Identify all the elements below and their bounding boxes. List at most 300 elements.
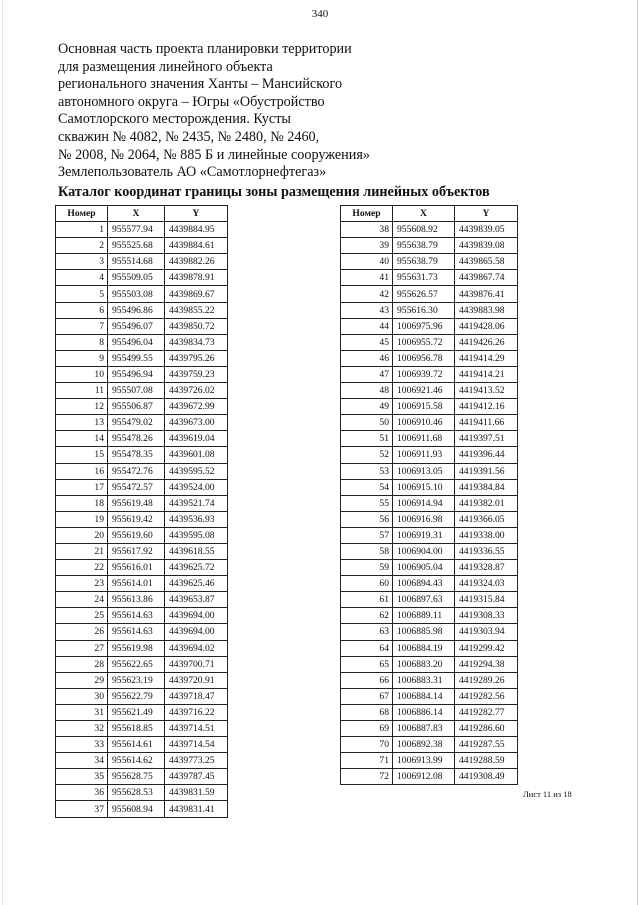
table-row [56,608,228,624]
x-coordinate-cell: 1006919.31 [393,527,455,543]
y-coordinate-cell: 4439831.41 [165,801,228,817]
table-row [341,576,518,592]
point-number-cell: 42 [341,286,393,302]
point-number-cell: 25 [56,608,108,624]
point-number-cell: 2 [56,238,108,254]
point-number-cell: 69 [341,721,393,737]
point-number-cell: 31 [56,704,108,720]
x-coordinate-cell: 955496.04 [108,334,165,350]
x-coordinate-cell: 955638.79 [393,254,455,270]
table-row [56,366,228,382]
point-number-cell: 27 [56,640,108,656]
x-coordinate-cell: 955608.92 [393,222,455,238]
x-coordinate-cell: 1006897.63 [393,592,455,608]
x-coordinate-cell: 1006910.46 [393,415,455,431]
x-coordinate-cell: 1006913.05 [393,463,455,479]
page-number: 340 [311,8,329,20]
point-number-cell: 14 [56,431,108,447]
table-row [341,543,518,559]
x-coordinate-cell: 955623.19 [108,672,165,688]
point-number-cell: 20 [56,527,108,543]
point-number-cell: 44 [341,318,393,334]
heading-line: регионального значения Ханты – Мансийского [58,76,343,93]
point-number-cell: 54 [341,479,393,495]
y-coordinate-cell: 4439625.46 [165,576,228,592]
y-coordinate-cell: 4439865.58 [455,254,518,270]
y-coordinate-cell: 4419294.38 [455,656,518,672]
point-number-cell: 55 [341,495,393,511]
y-coordinate-cell: 4439694.00 [165,608,228,624]
table-row [341,527,518,543]
point-number-cell: 6 [56,302,108,318]
table-header-row [56,206,228,222]
x-coordinate-cell: 1006894.43 [393,576,455,592]
table-row [56,447,228,463]
y-coordinate-cell: 4419286.60 [455,721,518,737]
table-row [341,399,518,415]
point-number-cell: 9 [56,350,108,366]
y-coordinate-cell: 4419338.00 [455,527,518,543]
point-number-cell: 35 [56,769,108,785]
table-row [341,238,518,254]
table-row [56,543,228,559]
table-row [341,334,518,350]
x-coordinate-cell: 955638.79 [393,238,455,254]
table-row [56,350,228,366]
x-coordinate-cell: 955616.01 [108,560,165,576]
point-number-cell: 26 [56,624,108,640]
x-coordinate-cell: 955618.85 [108,721,165,737]
table-row [56,527,228,543]
y-coordinate-cell: 4439839.08 [455,238,518,254]
point-number-cell: 21 [56,543,108,559]
point-number-cell: 70 [341,737,393,753]
point-number-cell: 33 [56,737,108,753]
point-number-cell: 16 [56,463,108,479]
column-header-y: Y [455,206,518,222]
point-number-cell: 53 [341,463,393,479]
x-coordinate-cell: 955496.07 [108,318,165,334]
table-row [56,704,228,720]
y-coordinate-cell: 4439673.00 [165,415,228,431]
table-row [56,302,228,318]
y-coordinate-cell: 4439524.00 [165,479,228,495]
x-coordinate-cell: 955507.08 [108,383,165,399]
y-coordinate-cell: 4419397.51 [455,431,518,447]
x-coordinate-cell: 955509.05 [108,270,165,286]
column-header-x: X [108,206,165,222]
x-coordinate-cell: 955626.57 [393,286,455,302]
x-coordinate-cell: 955613.86 [108,592,165,608]
y-coordinate-cell: 4439619.04 [165,431,228,447]
table-row [56,495,228,511]
point-number-cell: 12 [56,399,108,415]
table-row [341,447,518,463]
point-number-cell: 18 [56,495,108,511]
y-coordinate-cell: 4419308.33 [455,608,518,624]
point-number-cell: 66 [341,672,393,688]
y-coordinate-cell: 4439653.87 [165,592,228,608]
y-coordinate-cell: 4419396.44 [455,447,518,463]
table-row [341,222,518,238]
table-row [56,640,228,656]
y-coordinate-cell: 4419336.55 [455,543,518,559]
point-number-cell: 40 [341,254,393,270]
x-coordinate-cell: 955614.62 [108,753,165,769]
table-row [341,624,518,640]
table-row [341,383,518,399]
point-number-cell: 11 [56,383,108,399]
table-row [56,270,228,286]
table-row [56,415,228,431]
x-coordinate-cell: 955614.63 [108,624,165,640]
y-coordinate-cell: 4439878.91 [165,270,228,286]
x-coordinate-cell: 955514.68 [108,254,165,270]
x-coordinate-cell: 955478.26 [108,431,165,447]
y-coordinate-cell: 4419324.03 [455,576,518,592]
catalog-title: Каталог координат границы зоны размещения линейных объектов [58,184,490,200]
y-coordinate-cell: 4439536.93 [165,511,228,527]
heading-line: для размещения линейного объекта [58,58,273,75]
point-number-cell: 17 [56,479,108,495]
table-row [56,560,228,576]
heading-line: автономного округа – Югры «Обустройство [58,93,325,110]
y-coordinate-cell: 4439831.59 [165,785,228,801]
x-coordinate-cell: 955619.48 [108,495,165,511]
table-row [56,222,228,238]
point-number-cell: 5 [56,286,108,302]
x-coordinate-cell: 955616.30 [393,302,455,318]
x-coordinate-cell: 955503.08 [108,286,165,302]
x-coordinate-cell: 1006912.08 [393,769,455,785]
point-number-cell: 71 [341,753,393,769]
table-row [341,511,518,527]
table-row [56,624,228,640]
x-coordinate-cell: 955614.01 [108,576,165,592]
y-coordinate-cell: 4439884.95 [165,222,228,238]
point-number-cell: 58 [341,543,393,559]
table-row [56,592,228,608]
x-coordinate-cell: 1006915.10 [393,479,455,495]
y-coordinate-cell: 4419412.16 [455,399,518,415]
x-coordinate-cell: 955622.79 [108,688,165,704]
x-coordinate-cell: 955631.73 [393,270,455,286]
y-coordinate-cell: 4439867.74 [455,270,518,286]
x-coordinate-cell: 1006884.14 [393,688,455,704]
point-number-cell: 7 [56,318,108,334]
y-coordinate-cell: 4439618.55 [165,543,228,559]
x-coordinate-cell: 1006916.98 [393,511,455,527]
y-coordinate-cell: 4439773.25 [165,753,228,769]
point-number-cell: 8 [56,334,108,350]
y-coordinate-cell: 4419414.21 [455,366,518,382]
point-number-cell: 3 [56,254,108,270]
x-coordinate-cell: 955621.49 [108,704,165,720]
point-number-cell: 45 [341,334,393,350]
point-number-cell: 63 [341,624,393,640]
x-coordinate-cell: 1006883.20 [393,656,455,672]
table-row [56,479,228,495]
table-row [56,334,228,350]
table-row [56,318,228,334]
x-coordinate-cell: 955472.57 [108,479,165,495]
point-number-cell: 56 [341,511,393,527]
table-row [341,318,518,334]
y-coordinate-cell: 4439672.99 [165,399,228,415]
table-row [341,495,518,511]
point-number-cell: 67 [341,688,393,704]
x-coordinate-cell: 1006887.83 [393,721,455,737]
x-coordinate-cell: 1006889.11 [393,608,455,624]
y-coordinate-cell: 4439850.72 [165,318,228,334]
table-row [56,576,228,592]
y-coordinate-cell: 4439521.74 [165,495,228,511]
column-header-x: X [393,206,455,222]
table-row [56,672,228,688]
x-coordinate-cell: 1006911.93 [393,447,455,463]
coordinates-table-left [55,205,228,818]
x-coordinate-cell: 1006913.99 [393,753,455,769]
table-row [56,431,228,447]
y-coordinate-cell: 4419328.87 [455,560,518,576]
table-row [56,721,228,737]
column-header-y: Y [165,206,228,222]
y-coordinate-cell: 4419308.49 [455,769,518,785]
point-number-cell: 1 [56,222,108,238]
y-coordinate-cell: 4419426.26 [455,334,518,350]
point-number-cell: 10 [56,366,108,382]
x-coordinate-cell: 955614.61 [108,737,165,753]
table-row [56,286,228,302]
point-number-cell: 49 [341,399,393,415]
heading-line: Самотлорского месторождения. Кусты [58,111,291,128]
y-coordinate-cell: 4439694.00 [165,624,228,640]
table-row [56,688,228,704]
x-coordinate-cell: 955499.55 [108,350,165,366]
y-coordinate-cell: 4439595.08 [165,527,228,543]
y-coordinate-cell: 4439795.26 [165,350,228,366]
point-number-cell: 4 [56,270,108,286]
x-coordinate-cell: 1006904.00 [393,543,455,559]
point-number-cell: 37 [56,801,108,817]
y-coordinate-cell: 4439869.67 [165,286,228,302]
x-coordinate-cell: 1006905.04 [393,560,455,576]
x-coordinate-cell: 1006939.72 [393,366,455,382]
table-row [341,769,518,785]
x-coordinate-cell: 955619.42 [108,511,165,527]
y-coordinate-cell: 4419288.59 [455,753,518,769]
table-row [341,704,518,720]
y-coordinate-cell: 4439714.51 [165,721,228,737]
table-row [341,431,518,447]
table-row [341,286,518,302]
point-number-cell: 39 [341,238,393,254]
x-coordinate-cell: 955608.94 [108,801,165,817]
y-coordinate-cell: 4439625.72 [165,560,228,576]
table-row [56,801,228,817]
table-row [56,511,228,527]
heading-line: Основная часть проекта планировки территории [58,41,352,57]
point-number-cell: 61 [341,592,393,608]
table-row [341,302,518,318]
y-coordinate-cell: 4439720.91 [165,672,228,688]
y-coordinate-cell: 4419391.56 [455,463,518,479]
x-coordinate-cell: 1006956.78 [393,350,455,366]
y-coordinate-cell: 4439834.73 [165,334,228,350]
y-coordinate-cell: 4439718.47 [165,688,228,704]
x-coordinate-cell: 1006886.14 [393,704,455,720]
table-row [56,238,228,254]
x-coordinate-cell: 955628.75 [108,769,165,785]
table-row [341,254,518,270]
point-number-cell: 48 [341,383,393,399]
y-coordinate-cell: 4419315.84 [455,592,518,608]
point-number-cell: 29 [56,672,108,688]
document-heading [58,41,578,182]
y-coordinate-cell: 4439601.08 [165,447,228,463]
table-row [56,383,228,399]
y-coordinate-cell: 4419282.56 [455,688,518,704]
y-coordinate-cell: 4439884.61 [165,238,228,254]
x-coordinate-cell: 1006975.96 [393,318,455,334]
x-coordinate-cell: 955472.76 [108,463,165,479]
point-number-cell: 72 [341,769,393,785]
point-number-cell: 41 [341,270,393,286]
y-coordinate-cell: 4439716.22 [165,704,228,720]
y-coordinate-cell: 4419413.52 [455,383,518,399]
point-number-cell: 34 [56,753,108,769]
point-number-cell: 64 [341,640,393,656]
y-coordinate-cell: 4419382.01 [455,495,518,511]
table-row [341,270,518,286]
x-coordinate-cell: 955479.02 [108,415,165,431]
table-row [56,737,228,753]
x-coordinate-cell: 955577.94 [108,222,165,238]
y-coordinate-cell: 4419411.66 [455,415,518,431]
y-coordinate-cell: 4419299.42 [455,640,518,656]
table-row [341,753,518,769]
x-coordinate-cell: 1006955.72 [393,334,455,350]
point-number-cell: 30 [56,688,108,704]
x-coordinate-cell: 955622.65 [108,656,165,672]
y-coordinate-cell: 4419303.94 [455,624,518,640]
y-coordinate-cell: 4439839.05 [455,222,518,238]
table-row [341,737,518,753]
column-header-number: Номер [341,206,393,222]
point-number-cell: 62 [341,608,393,624]
x-coordinate-cell: 1006915.58 [393,399,455,415]
table-row [341,721,518,737]
point-number-cell: 19 [56,511,108,527]
table-row [56,463,228,479]
x-coordinate-cell: 1006884.19 [393,640,455,656]
y-coordinate-cell: 4439883.98 [455,302,518,318]
x-coordinate-cell: 955525.68 [108,238,165,254]
y-coordinate-cell: 4439700.71 [165,656,228,672]
y-coordinate-cell: 4439882.26 [165,254,228,270]
point-number-cell: 15 [56,447,108,463]
point-number-cell: 32 [56,721,108,737]
point-number-cell: 24 [56,592,108,608]
table-row [341,463,518,479]
point-number-cell: 28 [56,656,108,672]
point-number-cell: 23 [56,576,108,592]
point-number-cell: 68 [341,704,393,720]
table-row [341,366,518,382]
x-coordinate-cell: 955617.92 [108,543,165,559]
y-coordinate-cell: 4439876.41 [455,286,518,302]
table-row [341,479,518,495]
x-coordinate-cell: 955619.60 [108,527,165,543]
y-coordinate-cell: 4439759.23 [165,366,228,382]
y-coordinate-cell: 4419289.26 [455,672,518,688]
x-coordinate-cell: 955619.98 [108,640,165,656]
point-number-cell: 36 [56,785,108,801]
heading-line: № 2008, № 2064, № 885 Б и линейные сооружения» [58,146,370,163]
table-row [341,688,518,704]
y-coordinate-cell: 4439787.45 [165,769,228,785]
y-coordinate-cell: 4439694.02 [165,640,228,656]
point-number-cell: 22 [56,560,108,576]
table-row [341,656,518,672]
table-row [56,785,228,801]
y-coordinate-cell: 4419384.84 [455,479,518,495]
x-coordinate-cell: 955496.86 [108,302,165,318]
y-coordinate-cell: 4419366.05 [455,511,518,527]
coordinates-table-right [340,205,518,785]
point-number-cell: 13 [56,415,108,431]
column-header-number: Номер [56,206,108,222]
point-number-cell: 59 [341,560,393,576]
x-coordinate-cell: 1006883.31 [393,672,455,688]
y-coordinate-cell: 4439855.22 [165,302,228,318]
point-number-cell: 52 [341,447,393,463]
y-coordinate-cell: 4439714.54 [165,737,228,753]
x-coordinate-cell: 955628.53 [108,785,165,801]
x-coordinate-cell: 1006885.98 [393,624,455,640]
heading-line: Землепользователь АО «Самотлорнефтегаз» [58,164,327,181]
x-coordinate-cell: 1006914.94 [393,495,455,511]
y-coordinate-cell: 4439595.52 [165,463,228,479]
table-row [341,350,518,366]
x-coordinate-cell: 1006911.68 [393,431,455,447]
point-number-cell: 57 [341,527,393,543]
x-coordinate-cell: 1006921.46 [393,383,455,399]
table-row [341,608,518,624]
sheet-number-note: Лист 11 из 18 [523,789,572,799]
point-number-cell: 65 [341,656,393,672]
heading-line: скважин № 4082, № 2435, № 2480, № 2460, [58,128,320,145]
y-coordinate-cell: 4419414.29 [455,350,518,366]
x-coordinate-cell: 955478.35 [108,447,165,463]
table-row [341,415,518,431]
table-header-row [341,206,518,222]
point-number-cell: 60 [341,576,393,592]
x-coordinate-cell: 955506.87 [108,399,165,415]
point-number-cell: 51 [341,431,393,447]
point-number-cell: 47 [341,366,393,382]
y-coordinate-cell: 4439726.02 [165,383,228,399]
y-coordinate-cell: 4419282.77 [455,704,518,720]
table-row [56,399,228,415]
table-row [341,672,518,688]
scan-edge-left [2,0,3,905]
point-number-cell: 46 [341,350,393,366]
table-row [341,640,518,656]
y-coordinate-cell: 4419428.06 [455,318,518,334]
table-row [56,769,228,785]
point-number-cell: 50 [341,415,393,431]
